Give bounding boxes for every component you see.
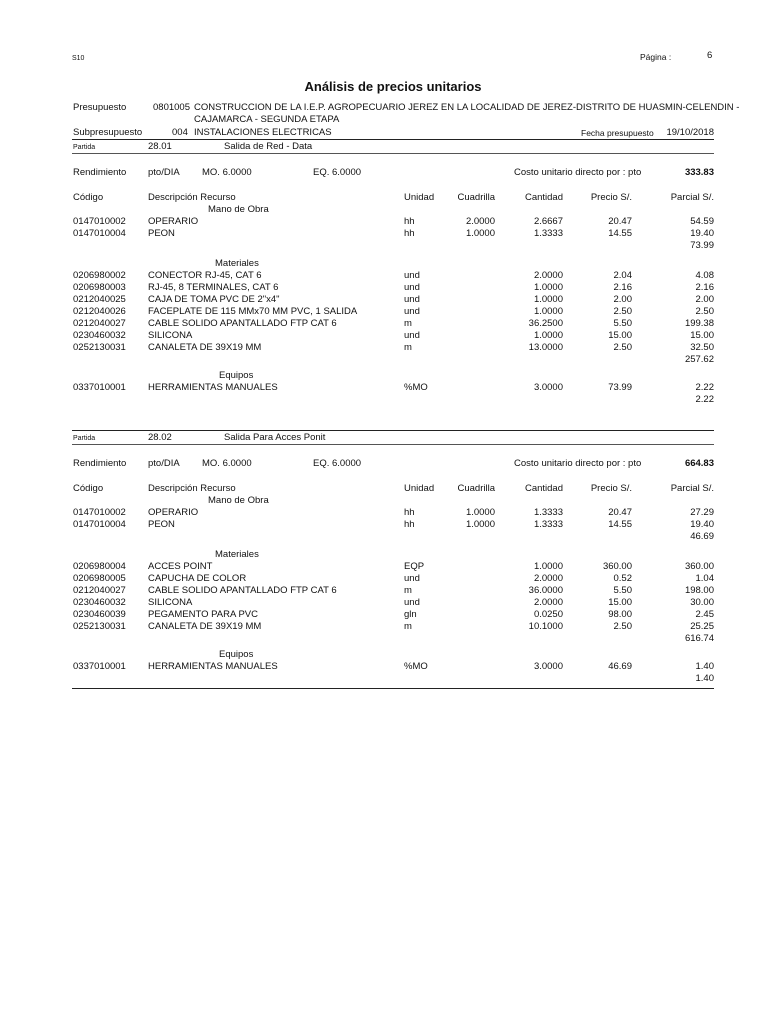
fecha-label: Fecha presupuesto bbox=[581, 128, 654, 138]
presupuesto-label: Presupuesto bbox=[73, 102, 127, 113]
resource-precio: 14.55 bbox=[608, 519, 632, 530]
resource-precio: 0.52 bbox=[613, 573, 632, 584]
partida-name: Salida de Red - Data bbox=[224, 141, 313, 152]
resource-cantidad: 2.0000 bbox=[533, 573, 563, 584]
resource-precio: 98.00 bbox=[608, 609, 632, 620]
costo-unitario-value: 333.83 bbox=[684, 167, 714, 178]
resource-unit: und bbox=[404, 270, 420, 281]
resource-code: 0147010004 bbox=[73, 519, 126, 530]
eq-value: EQ. 6.0000 bbox=[313, 458, 362, 469]
resource-cantidad: 1.0000 bbox=[533, 294, 563, 305]
resource-code: 0206980002 bbox=[73, 270, 126, 281]
group-materiales: Materiales bbox=[215, 258, 259, 269]
resource-precio: 2.50 bbox=[613, 342, 632, 353]
page-number: 6 bbox=[707, 50, 713, 61]
col-header-precio: Precio S/. bbox=[590, 192, 632, 203]
partida-bottom-rule bbox=[72, 444, 714, 445]
resource-unit: und bbox=[404, 306, 420, 317]
costo-unitario-label: Costo unitario directo por : pto bbox=[514, 167, 642, 178]
resource-parcial: 2.16 bbox=[695, 282, 714, 293]
resource-cantidad: 2.6667 bbox=[533, 216, 563, 227]
resource-cantidad: 1.0000 bbox=[533, 282, 563, 293]
resource-parcial: 2.45 bbox=[695, 609, 714, 620]
col-header-codigo: Código bbox=[73, 192, 104, 203]
group-mano-de-obra: Mano de Obra bbox=[208, 495, 269, 506]
costo-unitario-value: 664.83 bbox=[684, 458, 714, 469]
resource-cantidad: 3.0000 bbox=[533, 382, 563, 393]
resource-parcial: 27.29 bbox=[690, 507, 714, 518]
subpresupuesto-code: 004 bbox=[172, 127, 188, 138]
eq-value: EQ. 6.0000 bbox=[313, 167, 362, 178]
resource-description: PEON bbox=[148, 228, 175, 239]
resource-precio: 2.16 bbox=[613, 282, 632, 293]
subpresupuesto-label: Subpresupuesto bbox=[73, 127, 143, 138]
col-header-parcial: Parcial S/. bbox=[670, 192, 714, 203]
resource-cantidad: 2.0000 bbox=[533, 597, 563, 608]
page-title: Análisis de precios unitarios bbox=[304, 79, 482, 94]
resource-precio: 15.00 bbox=[608, 597, 632, 608]
resource-description: FACEPLATE DE 115 MMx70 MM PVC, 1 SALIDA bbox=[148, 306, 358, 317]
resource-code: 0337010001 bbox=[73, 382, 126, 393]
materiales-subtotal: 616.74 bbox=[684, 633, 714, 644]
resource-unit: und bbox=[404, 330, 420, 341]
resource-cantidad: 36.2500 bbox=[528, 318, 563, 329]
group-equipos: Equipos bbox=[219, 649, 254, 660]
resource-parcial: 1.04 bbox=[695, 573, 714, 584]
col-header-codigo: Código bbox=[73, 483, 104, 494]
group-mano-de-obra: Mano de Obra bbox=[208, 204, 269, 215]
partida-number: 28.02 bbox=[148, 432, 172, 443]
mano-de-obra-subtotal: 46.69 bbox=[690, 531, 714, 542]
resource-unit: m bbox=[404, 585, 412, 596]
resource-description: RJ-45, 8 TERMINALES, CAT 6 bbox=[148, 282, 279, 293]
resource-parcial: 32.50 bbox=[690, 342, 714, 353]
subpresupuesto-description: INSTALACIONES ELECTRICAS bbox=[194, 127, 332, 138]
resource-parcial: 15.00 bbox=[690, 330, 714, 341]
resource-description: PEGAMENTO PARA PVC bbox=[148, 609, 258, 620]
resource-unit: %MO bbox=[404, 382, 428, 393]
resource-description: CONECTOR RJ-45, CAT 6 bbox=[148, 270, 262, 281]
resource-cuadrilla: 2.0000 bbox=[465, 216, 495, 227]
resource-unit: EQP bbox=[404, 561, 425, 572]
resource-description: OPERARIO bbox=[148, 216, 199, 227]
resource-code: 0252130031 bbox=[73, 621, 126, 632]
col-header-unidad: Unidad bbox=[404, 192, 435, 203]
rendimiento-label: Rendimiento bbox=[73, 458, 127, 469]
resource-cantidad: 2.0000 bbox=[533, 270, 563, 281]
presupuesto-description-1: CONSTRUCCION DE LA I.E.P. AGROPECUARIO JEREZ EN LA LOCALIDAD DE JEREZ-DISTRITO DE HUASMIN-CELENDIN - bbox=[194, 102, 740, 113]
resource-unit: %MO bbox=[404, 661, 428, 672]
col-header-cantidad: Cantidad bbox=[524, 192, 563, 203]
resource-code: 0230460039 bbox=[73, 609, 126, 620]
resource-description: CAPUCHA DE COLOR bbox=[148, 573, 247, 584]
resource-precio: 20.47 bbox=[608, 216, 632, 227]
resource-description: PEON bbox=[148, 519, 175, 530]
mo-value: MO. 6.0000 bbox=[202, 458, 252, 469]
resource-parcial: 25.25 bbox=[690, 621, 714, 632]
col-header-unidad: Unidad bbox=[404, 483, 435, 494]
resource-description: CABLE SOLIDO APANTALLADO FTP CAT 6 bbox=[148, 318, 337, 329]
resource-code: 0337010001 bbox=[73, 661, 126, 672]
resource-unit: und bbox=[404, 597, 420, 608]
report-code: S10 bbox=[72, 55, 85, 62]
resource-precio: 2.00 bbox=[613, 294, 632, 305]
resource-cantidad: 36.0000 bbox=[528, 585, 563, 596]
partida-top-rule bbox=[72, 139, 714, 140]
resource-cantidad: 1.0000 bbox=[533, 561, 563, 572]
rendimiento-label: Rendimiento bbox=[73, 167, 127, 178]
resource-cuadrilla: 1.0000 bbox=[465, 228, 495, 239]
rendimiento-unit: pto/DIA bbox=[148, 458, 180, 469]
group-materiales: Materiales bbox=[215, 549, 259, 560]
resource-parcial: 198.00 bbox=[684, 585, 714, 596]
resource-code: 0230460032 bbox=[73, 597, 126, 608]
resource-code: 0252130031 bbox=[73, 342, 126, 353]
col-header-cuadrilla: Cuadrilla bbox=[457, 483, 495, 494]
resource-description: CANALETA DE 39X19 MM bbox=[148, 621, 262, 632]
resource-precio: 20.47 bbox=[608, 507, 632, 518]
resource-precio: 5.50 bbox=[613, 585, 632, 596]
resource-unit: m bbox=[404, 621, 412, 632]
col-header-precio: Precio S/. bbox=[590, 483, 632, 494]
resource-precio: 2.04 bbox=[613, 270, 632, 281]
resource-code: 0212040026 bbox=[73, 306, 126, 317]
resource-unit: hh bbox=[404, 216, 415, 227]
resource-cantidad: 1.3333 bbox=[533, 507, 563, 518]
resource-parcial: 30.00 bbox=[690, 597, 714, 608]
resource-description: SILICONA bbox=[148, 597, 193, 608]
resource-cantidad: 1.3333 bbox=[533, 228, 563, 239]
resource-code: 0206980003 bbox=[73, 282, 126, 293]
resource-parcial: 54.59 bbox=[690, 216, 714, 227]
resource-parcial: 2.50 bbox=[695, 306, 714, 317]
resource-code: 0206980004 bbox=[73, 561, 126, 572]
resource-parcial: 199.38 bbox=[684, 318, 714, 329]
resource-description: HERRAMIENTAS MANUALES bbox=[148, 661, 278, 672]
resource-unit: und bbox=[404, 573, 420, 584]
resource-precio: 5.50 bbox=[613, 318, 632, 329]
resource-cantidad: 0.0250 bbox=[533, 609, 563, 620]
resource-precio: 15.00 bbox=[608, 330, 632, 341]
resource-parcial: 2.22 bbox=[695, 382, 714, 393]
resource-unit: m bbox=[404, 318, 412, 329]
section-end-rule bbox=[72, 688, 714, 689]
resource-parcial: 4.08 bbox=[695, 270, 714, 281]
partida-bottom-rule bbox=[72, 153, 714, 154]
resource-precio: 360.00 bbox=[602, 561, 632, 572]
resource-unit: hh bbox=[404, 507, 415, 518]
materiales-subtotal: 257.62 bbox=[684, 354, 714, 365]
resource-cantidad: 1.0000 bbox=[533, 330, 563, 341]
rendimiento-unit: pto/DIA bbox=[148, 167, 180, 178]
resource-code: 0147010004 bbox=[73, 228, 126, 239]
resource-cantidad: 1.0000 bbox=[533, 306, 563, 317]
resource-description: CANALETA DE 39X19 MM bbox=[148, 342, 262, 353]
resource-parcial: 19.40 bbox=[690, 519, 714, 530]
resource-code: 0147010002 bbox=[73, 216, 126, 227]
resource-code: 0212040025 bbox=[73, 294, 126, 305]
equipos-subtotal: 2.22 bbox=[695, 394, 714, 405]
resource-description: HERRAMIENTAS MANUALES bbox=[148, 382, 278, 393]
resource-unit: hh bbox=[404, 228, 415, 239]
page-label: Página : bbox=[640, 52, 672, 62]
resource-precio: 46.69 bbox=[608, 661, 632, 672]
col-header-parcial: Parcial S/. bbox=[670, 483, 714, 494]
resource-parcial: 360.00 bbox=[684, 561, 714, 572]
resource-precio: 2.50 bbox=[613, 621, 632, 632]
resource-cantidad: 1.3333 bbox=[533, 519, 563, 530]
resource-description: SILICONA bbox=[148, 330, 193, 341]
resource-unit: und bbox=[404, 294, 420, 305]
col-header-cuadrilla: Cuadrilla bbox=[457, 192, 495, 203]
resource-parcial: 2.00 bbox=[695, 294, 714, 305]
resource-description: CABLE SOLIDO APANTALLADO FTP CAT 6 bbox=[148, 585, 337, 596]
resource-parcial: 1.40 bbox=[695, 661, 714, 672]
partida-top-rule bbox=[72, 430, 714, 431]
resource-cantidad: 3.0000 bbox=[533, 661, 563, 672]
resource-precio: 2.50 bbox=[613, 306, 632, 317]
resource-precio: 73.99 bbox=[608, 382, 632, 393]
resource-description: ACCES POINT bbox=[148, 561, 213, 572]
fecha-value: 19/10/2018 bbox=[666, 127, 714, 138]
mo-value: MO. 6.0000 bbox=[202, 167, 252, 178]
col-header-cantidad: Cantidad bbox=[524, 483, 563, 494]
group-equipos: Equipos bbox=[219, 370, 254, 381]
resource-code: 0212040027 bbox=[73, 585, 126, 596]
resource-cantidad: 13.0000 bbox=[528, 342, 563, 353]
resource-cuadrilla: 1.0000 bbox=[465, 519, 495, 530]
resource-cuadrilla: 1.0000 bbox=[465, 507, 495, 518]
partida-number: 28.01 bbox=[148, 141, 172, 152]
partida-label: Partida bbox=[73, 144, 96, 151]
resource-cantidad: 10.1000 bbox=[528, 621, 563, 632]
col-header-descripcion: Descripción Recurso bbox=[148, 192, 236, 203]
partida-label: Partida bbox=[73, 435, 96, 442]
resource-code: 0147010002 bbox=[73, 507, 126, 518]
resource-parcial: 19.40 bbox=[690, 228, 714, 239]
resource-code: 0212040027 bbox=[73, 318, 126, 329]
col-header-descripcion: Descripción Recurso bbox=[148, 483, 236, 494]
partida-name: Salida Para Acces Ponit bbox=[224, 432, 326, 443]
resource-unit: gln bbox=[404, 609, 417, 620]
resource-description: CAJA DE TOMA PVC DE 2"x4" bbox=[148, 294, 280, 305]
costo-unitario-label: Costo unitario directo por : pto bbox=[514, 458, 642, 469]
mano-de-obra-subtotal: 73.99 bbox=[690, 240, 714, 251]
resource-precio: 14.55 bbox=[608, 228, 632, 239]
presupuesto-description-2: CAJAMARCA - SEGUNDA ETAPA bbox=[194, 114, 340, 125]
resource-code: 0230460032 bbox=[73, 330, 126, 341]
equipos-subtotal: 1.40 bbox=[695, 673, 714, 684]
resource-unit: und bbox=[404, 282, 420, 293]
resource-unit: m bbox=[404, 342, 412, 353]
resource-unit: hh bbox=[404, 519, 415, 530]
resource-description: OPERARIO bbox=[148, 507, 199, 518]
presupuesto-code: 0801005 bbox=[153, 102, 190, 113]
resource-code: 0206980005 bbox=[73, 573, 126, 584]
